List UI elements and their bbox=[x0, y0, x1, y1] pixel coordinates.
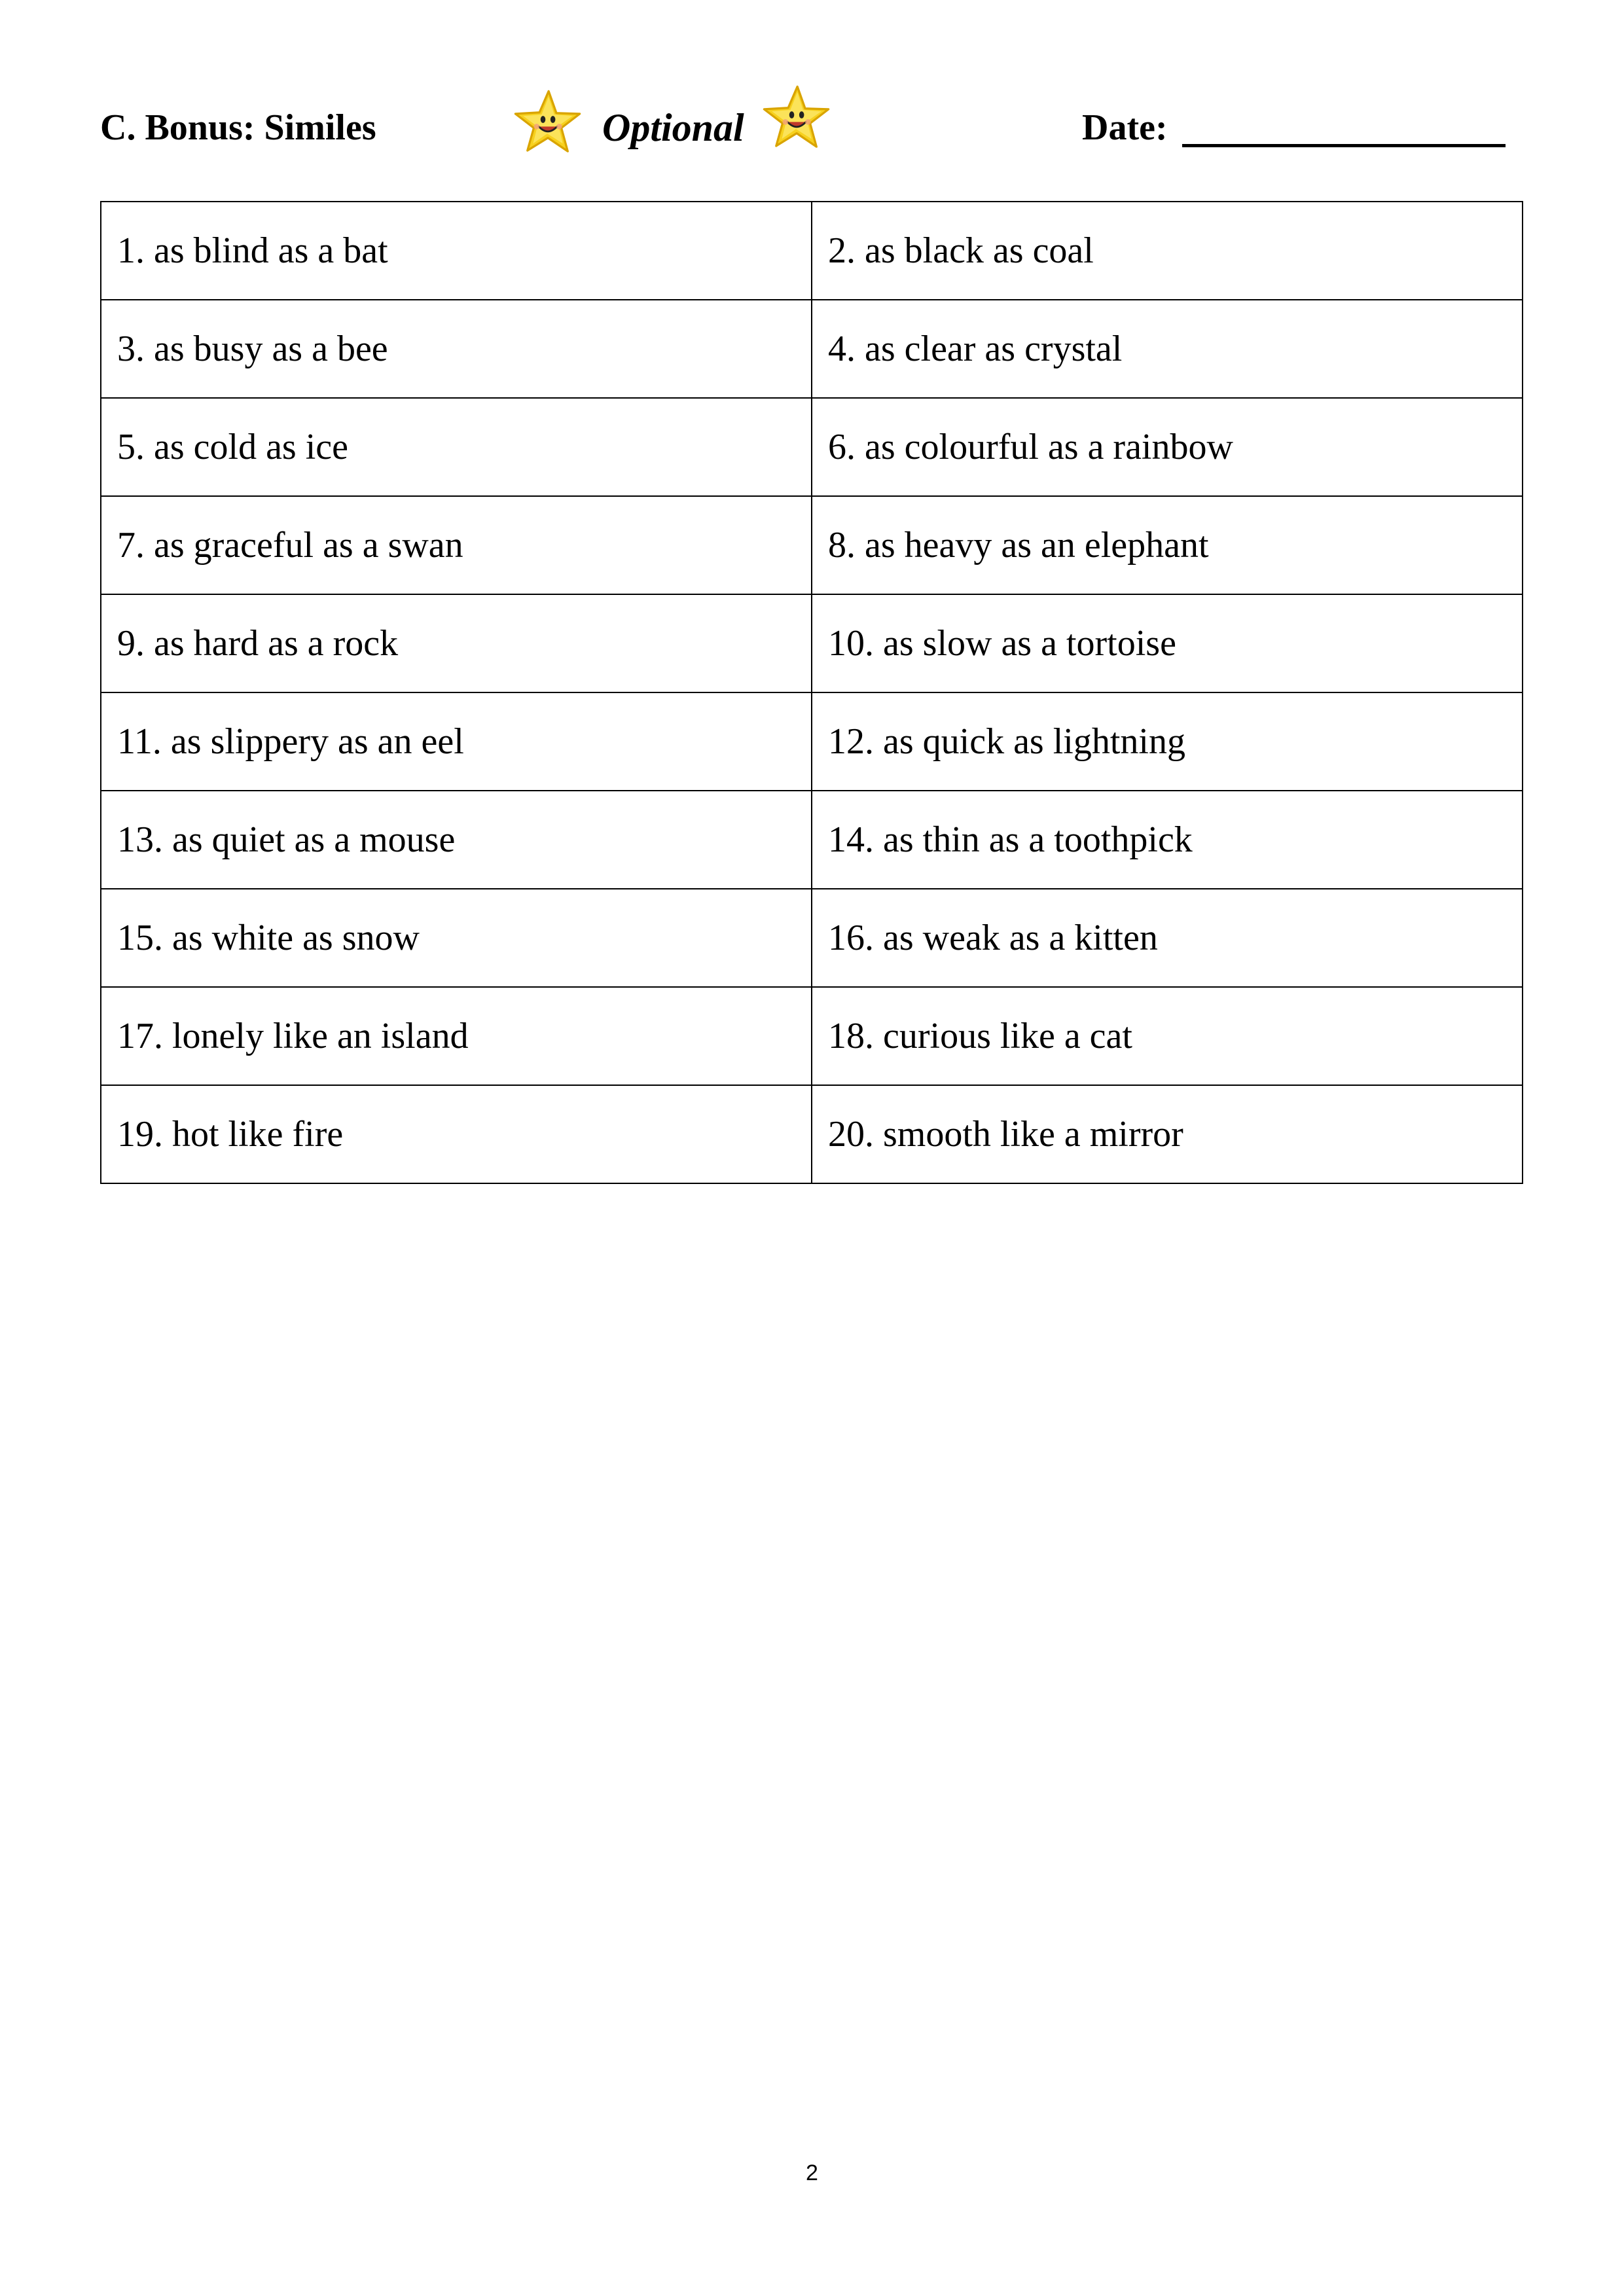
simile-cell: 9. as hard as a rock bbox=[101, 594, 812, 692]
table-row bbox=[101, 692, 1523, 791]
simile-cell: 17. lonely like an island bbox=[101, 987, 812, 1085]
similes-table bbox=[100, 201, 1523, 1184]
simile-cell: 14. as thin as a toothpick bbox=[812, 791, 1523, 889]
table-row bbox=[101, 594, 1523, 692]
simile-cell: 18. curious like a cat bbox=[812, 987, 1523, 1085]
optional-label: Optional bbox=[602, 106, 744, 149]
simile-cell: 7. as graceful as a swan bbox=[101, 496, 812, 594]
table-row bbox=[101, 791, 1523, 889]
smiling-star-icon bbox=[761, 84, 831, 154]
simile-cell: 16. as weak as a kitten bbox=[812, 889, 1523, 987]
worksheet-header bbox=[0, 0, 1624, 196]
table-row bbox=[101, 496, 1523, 594]
simile-cell: 10. as slow as a tortoise bbox=[812, 594, 1523, 692]
simile-cell: 4. as clear as crystal bbox=[812, 300, 1523, 398]
table-row bbox=[101, 202, 1523, 300]
simile-cell: 11. as slippery as an eel bbox=[101, 692, 812, 791]
simile-cell: 15. as white as snow bbox=[101, 889, 812, 987]
simile-cell: 1. as blind as a bat bbox=[101, 202, 812, 300]
table-row bbox=[101, 300, 1523, 398]
simile-cell: 3. as busy as a bee bbox=[101, 300, 812, 398]
simile-cell: 13. as quiet as a mouse bbox=[101, 791, 812, 889]
worksheet-title: C. Bonus: Similes bbox=[100, 107, 376, 148]
date-blank-line[interactable] bbox=[1182, 144, 1506, 147]
table-row bbox=[101, 398, 1523, 496]
simile-cell: 5. as cold as ice bbox=[101, 398, 812, 496]
simile-cell: 19. hot like fire bbox=[101, 1085, 812, 1183]
simile-cell: 6. as colourful as a rainbow bbox=[812, 398, 1523, 496]
simile-cell: 8. as heavy as an elephant bbox=[812, 496, 1523, 594]
simile-cell: 20. smooth like a mirror bbox=[812, 1085, 1523, 1183]
simile-cell: 2. as black as coal bbox=[812, 202, 1523, 300]
simile-cell: 12. as quick as lightning bbox=[812, 692, 1523, 791]
smiling-star-icon bbox=[512, 88, 583, 159]
table-row bbox=[101, 889, 1523, 987]
table-row bbox=[101, 987, 1523, 1085]
table-row bbox=[101, 1085, 1523, 1183]
date-label: Date: bbox=[1082, 107, 1168, 148]
page-number: 2 bbox=[806, 2161, 818, 2185]
